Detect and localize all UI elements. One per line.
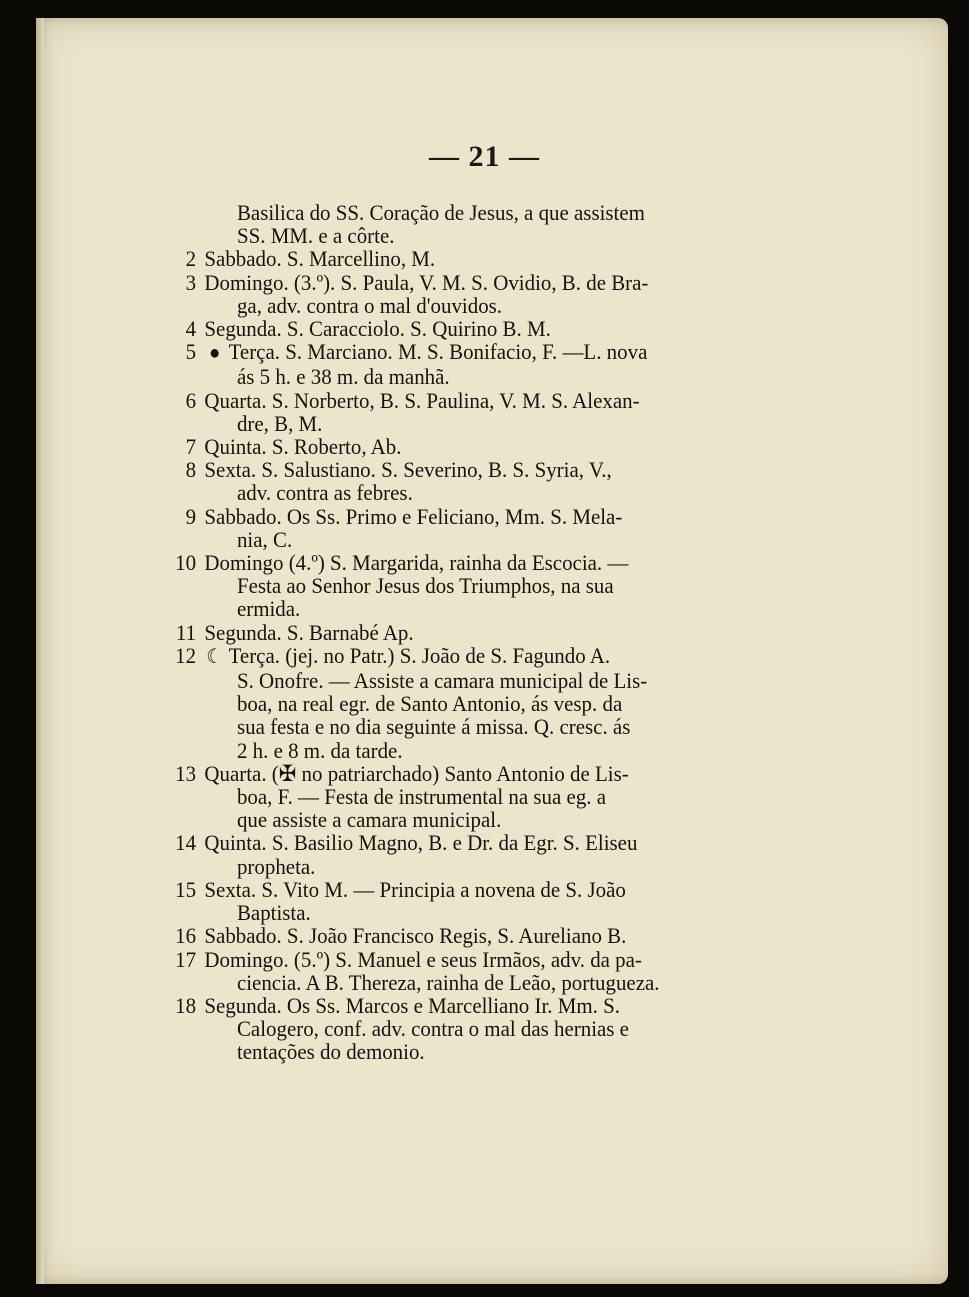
calendar-entry-line	[170, 317, 709, 340]
calendar-entry-line	[170, 924, 709, 947]
calendar-entry-line	[170, 948, 709, 971]
calendar-entry-line	[170, 762, 709, 785]
continuation-line	[170, 201, 709, 224]
entry-text: boa, F. — Festa de instrumental na sua eg. a	[236, 784, 607, 810]
entry-text: Festa ao Senhor Jesus dos Triumphos, na sua	[236, 573, 614, 599]
entry-text: ciencia. A B. Thereza, rainha de Leão, portugueza.	[236, 969, 660, 995]
new-moon-icon: ●	[209, 342, 221, 365]
calendar-entry-line	[170, 644, 709, 669]
entry-text: dre, B, M.	[236, 410, 323, 436]
continuation-line	[170, 481, 709, 504]
moon-quarter-icon: ☾	[206, 645, 223, 668]
day-number: 18	[175, 992, 197, 1018]
page-number: — 21 —	[429, 140, 540, 173]
day-number: 8	[185, 457, 197, 483]
entry-text: Quinta. S. Roberto, Ab.	[204, 434, 402, 460]
continuation-line	[170, 808, 709, 831]
calendar-text-block	[170, 201, 709, 1064]
continuation-line	[170, 412, 709, 435]
day-number: 5	[185, 339, 197, 365]
day-number: 3	[185, 269, 197, 295]
entry-text: Sabbado. Os Ss. Primo e Feliciano, Mm. S. Mela-	[204, 503, 623, 529]
day-number: 15	[175, 876, 197, 902]
entry-text: Domingo. (3.º). S. Paula, V. M. S. Ovidio, B. de Bra-	[204, 269, 649, 295]
entry-text: Terça. (jej. no Patr.) S. João de S. Fagundo A.	[228, 642, 611, 668]
day-number: 17	[175, 946, 197, 972]
entry-text: ermida.	[236, 596, 301, 622]
continuation-line	[170, 715, 709, 738]
calendar-entry-line	[170, 505, 709, 528]
continuation-line	[170, 855, 709, 878]
calendar-entry-line	[170, 994, 709, 1017]
calendar-entry-line	[170, 551, 709, 574]
day-number: 11	[175, 619, 197, 645]
page-spine-shadow	[36, 18, 44, 1284]
entry-text: Sexta. S. Salustiano. S. Severino, B. S. Syria, V.,	[204, 457, 612, 483]
entry-text: Sabbado. S. João Francisco Regis, S. Aureliano B.	[204, 923, 627, 949]
entry-text: nia, C.	[236, 526, 293, 552]
entry-text: que assiste a camara municipal.	[236, 807, 502, 833]
calendar-entry-line	[170, 389, 709, 412]
continuation-line	[170, 669, 709, 692]
calendar-entry-line	[170, 340, 709, 365]
calendar-entry-line	[170, 878, 709, 901]
calendar-entry-line	[170, 435, 709, 458]
day-number: 13	[175, 760, 197, 786]
continuation-line	[170, 365, 709, 388]
continuation-line	[170, 294, 709, 317]
entry-text: Quarta. S. Norberto, B. S. Paulina, V. M. S. Alexan-	[204, 387, 640, 413]
entry-text: Baptista.	[236, 900, 311, 926]
entry-text: Segunda. S. Caracciolo. S. Quirino B. M.	[204, 316, 551, 342]
entry-text: ga, adv. contra o mal d'ouvidos.	[236, 292, 503, 318]
continuation-line	[170, 971, 709, 994]
entry-text: Segunda. Os Ss. Marcos e Marcelliano Ir. Mm. S.	[204, 992, 620, 1018]
calendar-entry-line	[170, 458, 709, 481]
entry-text: boa, na real egr. de Santo Antonio, ás vesp. da	[236, 691, 623, 717]
entry-text: Domingo (4.º) S. Margarida, rainha da Escocia. —	[204, 550, 629, 576]
entry-text: S. Onofre. — Assiste a camara municipal de Lis-	[236, 668, 648, 694]
entry-text: Terça. S. Marciano. M. S. Bonifacio, F. —L. nova	[228, 339, 648, 365]
entry-text: SS. MM. e a côrte.	[236, 223, 395, 249]
entry-text: sua festa e no dia seguinte á missa. Q. cresc. ás	[236, 714, 631, 740]
entry-text: Basilica do SS. Coração de Jesus, a que assistem	[236, 200, 645, 225]
calendar-entry-line	[170, 831, 709, 854]
day-number: 4	[185, 316, 197, 342]
day-number: 10	[175, 550, 197, 576]
entry-text: Quinta. S. Basilio Magno, B. e Dr. da Egr. S. Eliseu	[204, 830, 638, 856]
entry-text: Domingo. (5.º) S. Manuel e seus Irmãos, adv. da pa-	[204, 946, 642, 972]
entry-text: adv. contra as febres.	[236, 480, 413, 506]
day-number: 12	[175, 642, 197, 668]
day-number: 7	[185, 434, 197, 460]
entry-text: tentações do demonio.	[236, 1039, 425, 1065]
day-number: 16	[175, 923, 197, 949]
entry-text: Calogero, conf. adv. contra o mal das hernias e	[236, 1016, 629, 1042]
entry-text: Sexta. S. Vito M. — Principia a novena de S. João	[204, 876, 626, 902]
continuation-line	[170, 597, 709, 620]
continuation-line	[170, 224, 709, 247]
continuation-line	[170, 785, 709, 808]
day-number: 14	[175, 830, 197, 856]
continuation-line	[170, 574, 709, 597]
continuation-line	[170, 1017, 709, 1040]
entry-text: 2 h. e 8 m. da tarde.	[236, 737, 403, 763]
entry-text: ás 5 h. e 38 m. da manhã.	[236, 364, 450, 390]
entry-text: Sabbado. S. Marcellino, M.	[204, 246, 436, 272]
entry-text: Segunda. S. Barnabé Ap.	[204, 619, 414, 645]
continuation-line	[170, 1040, 709, 1063]
entry-text: Quarta. (✠ no patriarchado) Santo Antonio de Lis-	[204, 760, 629, 786]
calendar-entry-line	[170, 247, 709, 270]
calendar-entry-line	[170, 271, 709, 294]
continuation-line	[170, 692, 709, 715]
day-number: 6	[185, 387, 197, 413]
calendar-entry-line	[170, 621, 709, 644]
continuation-line	[170, 739, 709, 762]
continuation-line	[170, 528, 709, 551]
day-number: 9	[185, 503, 197, 529]
entry-text: propheta.	[236, 853, 316, 879]
day-number: 2	[185, 246, 197, 272]
continuation-line	[170, 901, 709, 924]
